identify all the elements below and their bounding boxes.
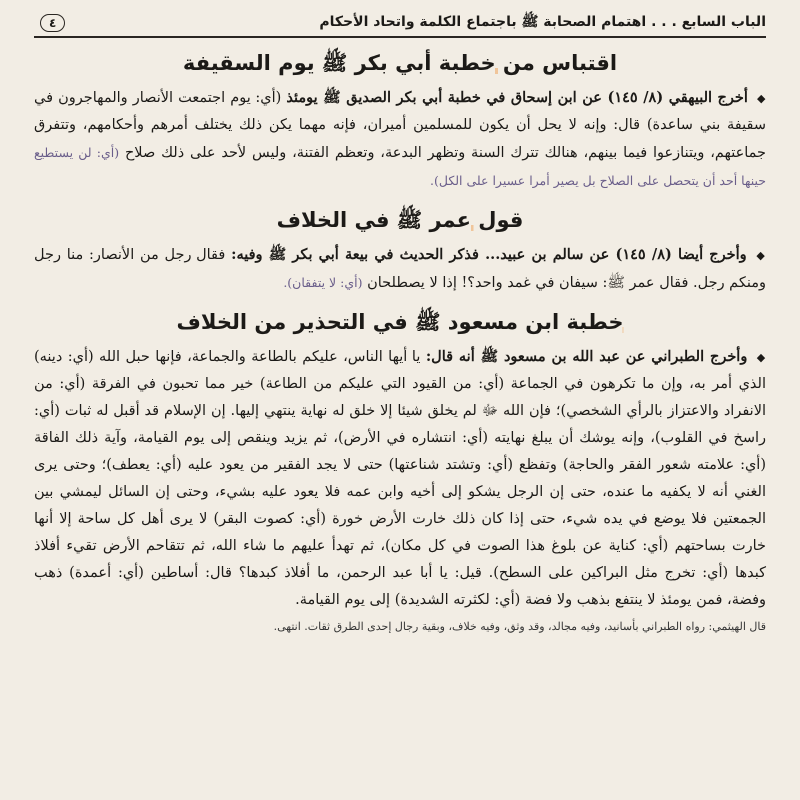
section-heading-abu-bakr: اقتباس من خطبة أبي بكر ﷺ يوم السقيفة [182,51,618,75]
hadith-source: أخرج البيهقي (٨/ ١٤٥) عن ابن إسحاق في خطبة أبي بكر الصديق ﷺ يومئذ [286,89,748,106]
running-head: الباب السابع . . . اهتمام الصحابة ﷺ باجتماع الكلمة واتحاد الأحكام [319,14,766,30]
section-heading-ibn-masud: خطبة ابن مسعود ﷺ في التحذير من الخلاف [176,310,624,334]
hadith-source: وأخرج الطبراني عن عبد الله بن مسعود ﷺ أنه قال: [425,348,748,365]
paragraph-ibn-masud [34,343,766,614]
paragraph-umar [34,241,766,297]
diamond-bullet-icon: ◆ [757,92,766,105]
hadith-note: (أي: لن يستطيع حينها أحد أن يتحصل على الصلاح بل يصير أمرا عسيرا على الكل). [34,145,766,188]
hadith-text: فقال رجل من الأنصار: منا رجل ومنكم رجل. فقال عمر ﷺ: سيفان في غمد واحد؟! إذا لا يصطلحان [34,247,766,291]
hadith-note: (أي: لا يتفقان). [283,275,363,290]
diamond-bullet-icon: ◆ [756,249,767,262]
footnote: قال الهيثمي: رواه الطبراني بأسانيد، وفيه مجالد، وقد وثق، وفيه خلاف، وبقية رجال إحدى الطرق ثقات. انتهى. [273,620,766,633]
paragraph-abu-bakr [34,84,766,195]
diamond-bullet-icon: ◆ [756,351,767,364]
page-header [34,10,766,38]
hadith-text: يا أيها الناس، عليكم بالطاعة والجماعة، فإنها حبل الله (أي: دينه) الذي أمر به، وإن ما تكرهون في الجماعة (أي: من القيود التي عليكم من الطاعة) خير مما تحبون في الفرقة (أي: من الانفراد والاعتزاز بالرأي الشخصي)؛ فإن الله ﷻ لم يخلق شيئا إلا خلق له نهاية ينتهي إليها. إن الإسلام قد أقبل له ثبات (أي: راسخ في القلوب)، وإنه يوشك أن يبلغ نهايته (أي: انتشاره في الأرض)، ثم يزيد وينقص إلى يوم القيامة، وآية ذلك الفاقة (أي: علامته شعور الفقر والحاجة) وتفظع (أي: وتشتد شناعتها) حتى لا يجد الفقير من يعود عليه (أي: يعطف)؛ وحتى يرى الغني أنه لا يكفيه ما عنده، حتى إن الرجل يشكو إلى أخيه وابن عمه فلا يعود عليه بشيء، وحتى إن السائل ليمشي بين الجمعتين فلا يوضع في يده شيء، حتى إذا كان ذلك خارت الأرض خورة (أي: كصوت البقر) لا يرى أهل كل ساحة إلا أنها خارت بساحتهم (أي: كناية عن بلوغ هذا الصوت في كل مكان)، ثم تهدأ عليهم ما شاء الله، ثم تتقاحم الأرض تقيء أفلاذ كبدها (أي: تخرج مثل البراكين على السطح). قيل: يا أبا عبد الرحمن، ما أفلاذ كبدها؟ قال: أساطين (أي: أعمدة) ذهب وفضة، فمن يومئذ لا ينتفع بذهب ولا فضة (أي: لكثرته الشديدة) إلى يوم القيامة. [34,349,766,608]
hadith-text: (أي: يوم اجتمعت الأنصار والمهاجرون في سقيفة بني ساعدة) قال: وإنه لا يحل أن يكون للمسلمين أميران، فإنه مهما يكن ذلك يختلف أمرهم وأحكامهم، وتتفرق جماعتهم، ويتنازعوا فيما بينهم، هنالك تترك السنة وتظهر البدعة، وتعظم الفتنة، وليس لأحد على ذلك صلاح [34,90,767,161]
hadith-source: وأخرج أيضا (٨/ ١٤٥) عن سالم بن عبيد... فذكر الحديث في بيعة أبي بكر ﷺ وفيه: [231,246,747,263]
section-heading-umar: قول عمر ﷺ في الخلاف [276,208,524,232]
page-number: ٤ [40,14,65,32]
